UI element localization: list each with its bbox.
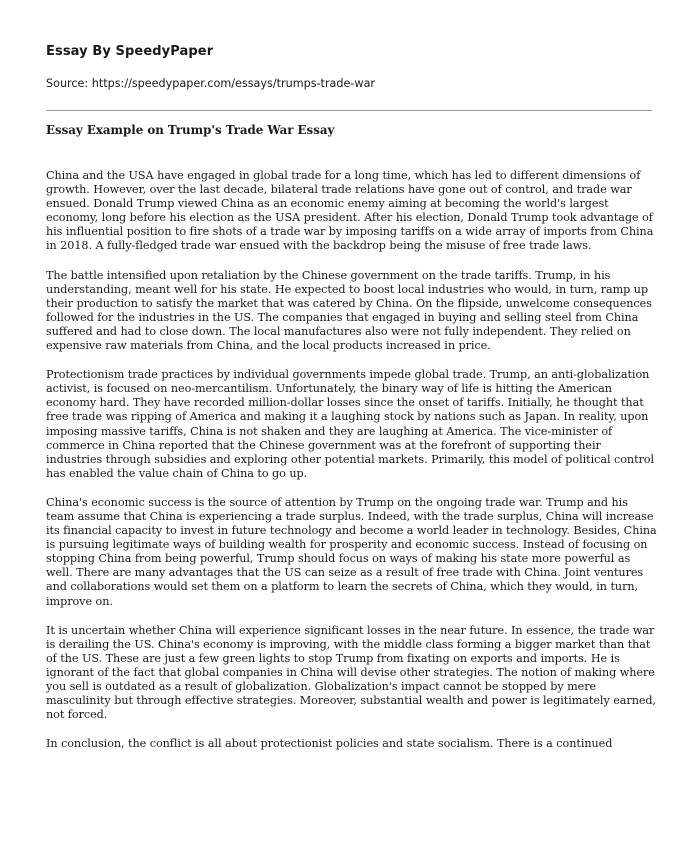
paragraph: China's economic success is the source of attention by Trump on the ongoing trade war. Trump and his team assume that China is experiencing a trade surplus. Indeed, with the trade surplus, China will increase its financial capacity to invest in future technology and become a world leader in technology. Besides, China is pursuing legitimate ways of building wealth for prosperity and economic success. Instead of focusing on stopping China from being powerful, Trump should focus on ways of making his state more powerful as well. There are many advantages that the US can seize as a result of free trade with China. Joint ventures and collaborations would set them on a platform to learn the secrets of China, which they would, in turn, improve on. (46, 495, 657, 608)
paragraph: The battle intensified upon retaliation by the Chinese government on the trade tariffs. Trump, in his understanding, meant well for his state. He expected to boost local industries who would, in turn, ramp up their production to satisfy the market that was catered by China. On the flipside, unwelcome consequences followed for the industries in the US. The companies that engaged in buying and selling steel from China suffered and had to close down. The local manufactures also were not fully independent. They relied on expensive raw materials from China, and the local products increased in price. (46, 268, 652, 353)
paragraph: It is uncertain whether China will experience significant losses in the near future. In essence, the trade war is derailing the US. China's economy is improving, with the middle class forming a bigger market than that of the US. These are just a few green lights to stop Trump from fixating on exports and imports. He is ignorant of the fact that global companies in China will devise other strategies. The notion of making where you sell is outdated as a result of globalization. Globalization's impact cannot be stopped by mere masculinity but through effective strategies. Moreover, substantial wealth and power is legitimately earned, not forced. (46, 623, 657, 722)
header-divider (46, 110, 652, 111)
paragraph: China and the USA have engaged in global trade for a long time, which has led to different dimensions of growth. However, over the last decade, bilateral trade relations have gone out of control, and trade war ensued. Donald Trump viewed China as an economic enemy aiming at becoming the world's largest economy, long before his election as the USA president. After his election, Donald Trump took advantage of his influential position to fire shots of a trade war by imposing tariffs on a wide array of imports from China in 2018. A fully-fledged trade war ensued with the backdrop being the misuse of free trade laws. (46, 169, 654, 253)
paragraph: Protectionism trade practices by individual governments impede global trade. Trump, an anti-globalization activist, is focused on neo-mercantilism. Unfortunately, the binary way of life is hitting the American economy hard. They have recorded million-dollar losses since the onset of tariffs. Initially, he thought that free trade was ripping of America and making it a laughing stock by nations such as Japan. In reality, upon imposing massive tariffs, China is not shaken and they are laughing at America. The vice-minister of commerce in China reported that the Chinese government was at the forefront of supporting their industries through subsidies and exploring other potential markets. Primarily, this model of political control has enabled the value chain of China to go up. (46, 368, 655, 480)
source-line (46, 77, 658, 90)
source-url: https://speedypaper.com/essays/trumps-trade-war (91, 77, 376, 90)
source-label: Source: (46, 77, 92, 90)
document-header (46, 0, 658, 90)
essay-body (46, 169, 658, 751)
essay-title: Essay Example on Trump's Trade War Essay (46, 123, 335, 137)
document-page (46, 0, 658, 766)
brand-title: Essay By SpeedyPaper (46, 44, 214, 59)
paragraph: In conclusion, the conflict is all about protectionist policies and state socialism. There is a continued (46, 737, 613, 751)
